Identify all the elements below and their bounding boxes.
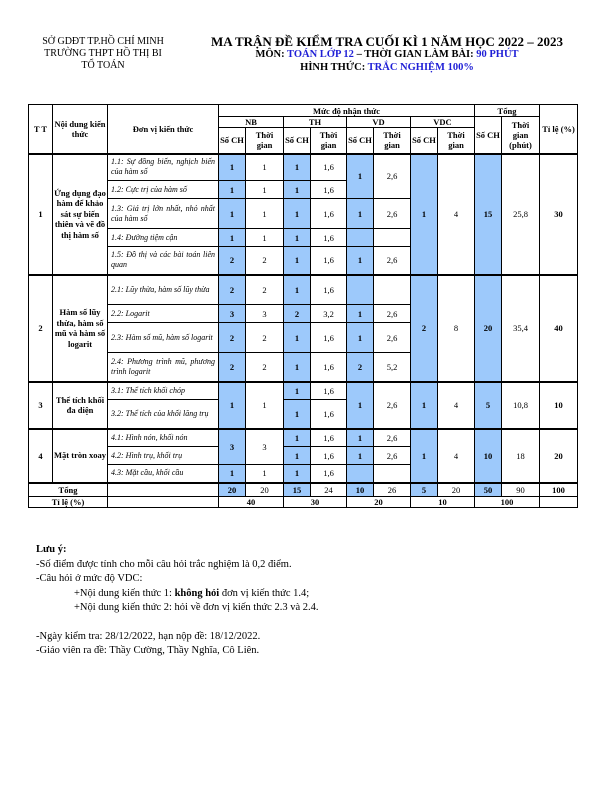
header-level: Mức độ nhận thức (219, 105, 475, 117)
th-time: 3,2 (311, 305, 347, 323)
form-value: TRẮC NGHIỆM 100% (367, 61, 474, 73)
th-time: 1,6 (311, 429, 347, 447)
form-label: HÌNH THỨC: (300, 61, 368, 73)
header-content: Nội dung kiến thức (53, 105, 108, 154)
nb-time: 2 (246, 247, 284, 275)
total-so-ch: 10 (475, 429, 502, 483)
group-name: TỔ TOÁN (81, 60, 125, 71)
note-bold-text: không hỏi (174, 587, 220, 599)
unit-cell: 3.1: Thể tích khối chóp (108, 382, 219, 400)
ratio-vdc: 10 (411, 497, 475, 508)
header-vd-so-ch: Số CH (347, 128, 374, 154)
sum-nb-time: 20 (246, 483, 284, 497)
header-th: TH (284, 117, 347, 128)
vd-so-ch: 1 (347, 323, 374, 353)
nb-so-ch: 1 (219, 181, 246, 199)
total-time: 10,8 (502, 382, 540, 429)
nb-so-ch: 3 (219, 305, 246, 323)
header-nb-so-ch: Số CH (219, 128, 246, 154)
vd-so-ch: 1 (347, 429, 374, 447)
vdc-time: 8 (438, 275, 475, 382)
header-unit: Đơn vị kiến thức (108, 105, 219, 154)
ratio-total: 100 (475, 497, 540, 508)
header-total-time: Thời gian (phút) (502, 117, 540, 154)
th-so-ch: 1 (284, 199, 311, 229)
nb-so-ch: 2 (219, 323, 246, 353)
ratio-vd: 20 (347, 497, 411, 508)
th-so-ch: 1 (284, 382, 311, 400)
vd-so-ch: 1 (347, 154, 374, 199)
vdc-so-ch: 1 (411, 154, 438, 275)
subject-value: TOÁN LỚP 12 (287, 49, 354, 60)
vdc-time: 4 (438, 382, 475, 429)
topic-number: 1 (29, 154, 53, 275)
note-line (36, 587, 319, 602)
nb-so-ch: 2 (219, 275, 246, 305)
header-total-so-ch: Số CH (475, 117, 502, 154)
vd-time: 5,2 (374, 353, 411, 382)
nb-time: 1 (246, 382, 284, 429)
total-so-ch: 5 (475, 382, 502, 429)
header-vdc: VDC (411, 117, 475, 128)
unit-cell: 2.4: Phương trình mũ, phương trình logarit (108, 353, 219, 382)
vd-time: 2,6 (374, 447, 411, 465)
table-row (29, 382, 578, 400)
nb-time: 1 (246, 154, 284, 181)
document-title: MA TRẬN ĐỀ KIỂM TRA CUỐI KÌ 1 NĂM HỌC 2022 – 2023 (211, 34, 563, 49)
notes-section (36, 543, 319, 659)
sum-label: Tổng (29, 483, 108, 497)
sum-total-so-ch: 50 (475, 483, 502, 497)
nb-so-ch: 1 (219, 154, 246, 181)
time-value: 90 PHÚT (476, 49, 519, 60)
vd-so-ch: 2 (347, 353, 374, 382)
th-so-ch: 1 (284, 275, 311, 305)
topic-name: Mặt tròn xoay (53, 429, 108, 483)
th-time: 1,6 (311, 229, 347, 247)
vdc-time: 4 (438, 429, 475, 483)
spacer (36, 616, 319, 630)
vd-time: 2,6 (374, 429, 411, 447)
th-time: 1,6 (311, 199, 347, 229)
ratio-cell: 40 (540, 275, 578, 382)
ratio-label: Tỉ lệ (%) (29, 497, 108, 508)
unit-cell: 1.5: Đồ thị và các bài toán liên quan (108, 247, 219, 275)
header-nb-time: Thời gian (246, 128, 284, 154)
th-so-ch: 1 (284, 323, 311, 353)
sum-total-time: 90 (502, 483, 540, 497)
note-text: +Nội dung kiến thức 1: (74, 587, 175, 599)
topic-name: Ứng dụng đạo hàm để khảo sát sự biến thiên và vẽ đồ thị hàm số (53, 154, 108, 275)
th-so-ch: 1 (284, 229, 311, 247)
vdc-so-ch: 1 (411, 429, 438, 483)
header-th-so-ch: Số CH (284, 128, 311, 154)
nb-time: 2 (246, 323, 284, 353)
topic-name: Thể tích khối đa diện (53, 382, 108, 429)
vd-so-ch (347, 229, 374, 247)
sum-vdc-so-ch: 5 (411, 483, 438, 497)
header-vdc-so-ch: Số CH (411, 128, 438, 154)
th-so-ch: 1 (284, 447, 311, 465)
nb-so-ch: 1 (219, 229, 246, 247)
nb-so-ch: 1 (219, 382, 246, 429)
header-total: Tổng (475, 105, 540, 117)
note-line: -Ngày kiểm tra: 28/12/2022, hạn nộp đề: 18/12/2022. (36, 630, 261, 642)
th-so-ch: 1 (284, 429, 311, 447)
th-time: 1,6 (311, 154, 347, 181)
ratio-nb: 40 (219, 497, 284, 508)
nb-time: 3 (246, 429, 284, 465)
note-line: -Giáo viên ra đề: Thầy Cường, Thầy Nghĩa, Cô Liên. (36, 645, 260, 656)
sum-vd-time: 26 (374, 483, 411, 497)
total-so-ch: 20 (475, 275, 502, 382)
header-th-time: Thời gian (311, 128, 347, 154)
notes-title: Lưu ý: (36, 544, 67, 555)
document-heading (182, 34, 592, 74)
vd-so-ch: 1 (347, 305, 374, 323)
total-time: 18 (502, 429, 540, 483)
ratio-row (29, 497, 578, 508)
th-time: 1,6 (311, 181, 347, 199)
th-time: 1,6 (311, 275, 347, 305)
sum-empty (108, 483, 219, 497)
nb-time: 2 (246, 275, 284, 305)
th-time: 1,6 (311, 323, 347, 353)
sum-vdc-time: 20 (438, 483, 475, 497)
unit-cell: 4.3: Mặt cầu, khối cầu (108, 465, 219, 483)
unit-cell: 2.1: Lũy thừa, hàm số lũy thừa (108, 275, 219, 305)
nb-so-ch: 1 (219, 199, 246, 229)
th-time: 1,6 (311, 400, 347, 429)
sum-nb-so-ch: 20 (219, 483, 246, 497)
topic-number: 3 (29, 382, 53, 429)
table-row (29, 275, 578, 305)
th-time: 1,6 (311, 465, 347, 483)
ratio-last-empty (540, 497, 578, 508)
th-time: 1,6 (311, 382, 347, 400)
vd-so-ch: 1 (347, 447, 374, 465)
unit-cell: 2.2: Logarit (108, 305, 219, 323)
nb-time: 1 (246, 229, 284, 247)
vdc-so-ch: 1 (411, 382, 438, 429)
vd-time: 2,6 (374, 382, 411, 429)
nb-time: 1 (246, 465, 284, 483)
th-so-ch: 1 (284, 465, 311, 483)
vd-time (374, 229, 411, 247)
nb-so-ch: 2 (219, 353, 246, 382)
form-line (182, 62, 592, 75)
ratio-cell: 20 (540, 429, 578, 483)
unit-cell: 1.4: Đường tiệm cận (108, 229, 219, 247)
total-time: 25,8 (502, 154, 540, 275)
ratio-empty (108, 497, 219, 508)
vd-time (374, 275, 411, 305)
nb-time: 2 (246, 353, 284, 382)
vd-time: 2,6 (374, 199, 411, 229)
th-time: 1,6 (311, 353, 347, 382)
unit-cell: 4.2: Hình trụ, khối trụ (108, 447, 219, 465)
unit-cell: 4.1: Hình nón, khối nón (108, 429, 219, 447)
vd-so-ch: 1 (347, 382, 374, 429)
th-time: 1,6 (311, 247, 347, 275)
ratio-cell: 10 (540, 382, 578, 429)
vd-so-ch: 1 (347, 247, 374, 275)
sum-th-time: 24 (311, 483, 347, 497)
topic-number: 2 (29, 275, 53, 382)
header-vd: VD (347, 117, 411, 128)
ratio-th: 30 (284, 497, 347, 508)
vd-time: 2,6 (374, 305, 411, 323)
unit-cell: 3.2: Thể tích của khối lăng trụ (108, 400, 219, 429)
unit-cell: 1.2: Cực trị của hàm số (108, 181, 219, 199)
sum-vd-so-ch: 10 (347, 483, 374, 497)
header-vdc-time: Thời gian (438, 128, 475, 154)
vd-time: 2,6 (374, 247, 411, 275)
note-text: đơn vị kiến thức 1.4; (219, 587, 310, 599)
vd-so-ch (347, 465, 374, 483)
school-header (28, 36, 178, 72)
unit-cell: 2.3: Hàm số mũ, hàm số logarit (108, 323, 219, 353)
subject-label: MÔN: (255, 49, 288, 60)
th-so-ch: 1 (284, 154, 311, 181)
sum-th-so-ch: 15 (284, 483, 311, 497)
table-row (29, 154, 578, 181)
unit-cell: 1.1: Sự đồng biến, nghịch biến của hàm số (108, 154, 219, 181)
vd-time: 2,6 (374, 323, 411, 353)
th-time: 1,6 (311, 447, 347, 465)
nb-time: 1 (246, 199, 284, 229)
th-so-ch: 1 (284, 400, 311, 429)
ratio-cell: 30 (540, 154, 578, 275)
total-so-ch: 15 (475, 154, 502, 275)
header-vd-time: Thời gian (374, 128, 411, 154)
vd-so-ch (347, 275, 374, 305)
sum-row (29, 483, 578, 497)
header-tt: T T (29, 105, 53, 154)
vd-so-ch: 1 (347, 199, 374, 229)
school-name: TRƯỜNG THPT HỒ THỊ BI (44, 48, 162, 59)
time-label: – THỜI GIAN LÀM BÀI: (353, 49, 477, 60)
vd-time: 2,6 (374, 154, 411, 199)
topic-number: 4 (29, 429, 53, 483)
vd-time (374, 465, 411, 483)
vdc-time: 4 (438, 154, 475, 275)
subject-line (182, 49, 592, 62)
th-so-ch: 2 (284, 305, 311, 323)
note-line: -Câu hỏi ở mức độ VDC: (36, 573, 143, 584)
th-so-ch: 1 (284, 247, 311, 275)
vdc-so-ch: 2 (411, 275, 438, 382)
nb-time: 3 (246, 305, 284, 323)
nb-so-ch: 2 (219, 247, 246, 275)
note-line: -Số điểm được tính cho mỗi câu hỏi trắc nghiệm là 0,2 điểm. (36, 558, 292, 570)
nb-so-ch: 1 (219, 465, 246, 483)
unit-cell: 1.3: Giá trị lớn nhất, nhỏ nhất của hàm số (108, 199, 219, 229)
th-so-ch: 1 (284, 353, 311, 382)
topic-name: Hàm số lũy thừa, hàm số mũ và hàm số logarit (53, 275, 108, 382)
table-row (29, 429, 578, 447)
exam-matrix-table (28, 104, 578, 508)
th-so-ch: 1 (284, 181, 311, 199)
total-time: 35,4 (502, 275, 540, 382)
sum-ratio: 100 (540, 483, 578, 497)
nb-time: 1 (246, 181, 284, 199)
note-line: +Nội dung kiến thức 2: hỏi về đơn vị kiến thức 2.3 và 2.4. (74, 602, 319, 613)
header-ratio: Tỉ lệ (%) (540, 105, 578, 154)
header-nb: NB (219, 117, 284, 128)
nb-so-ch: 3 (219, 429, 246, 465)
department-name: SỞ GDĐT TP.HỒ CHÍ MINH (42, 36, 164, 47)
